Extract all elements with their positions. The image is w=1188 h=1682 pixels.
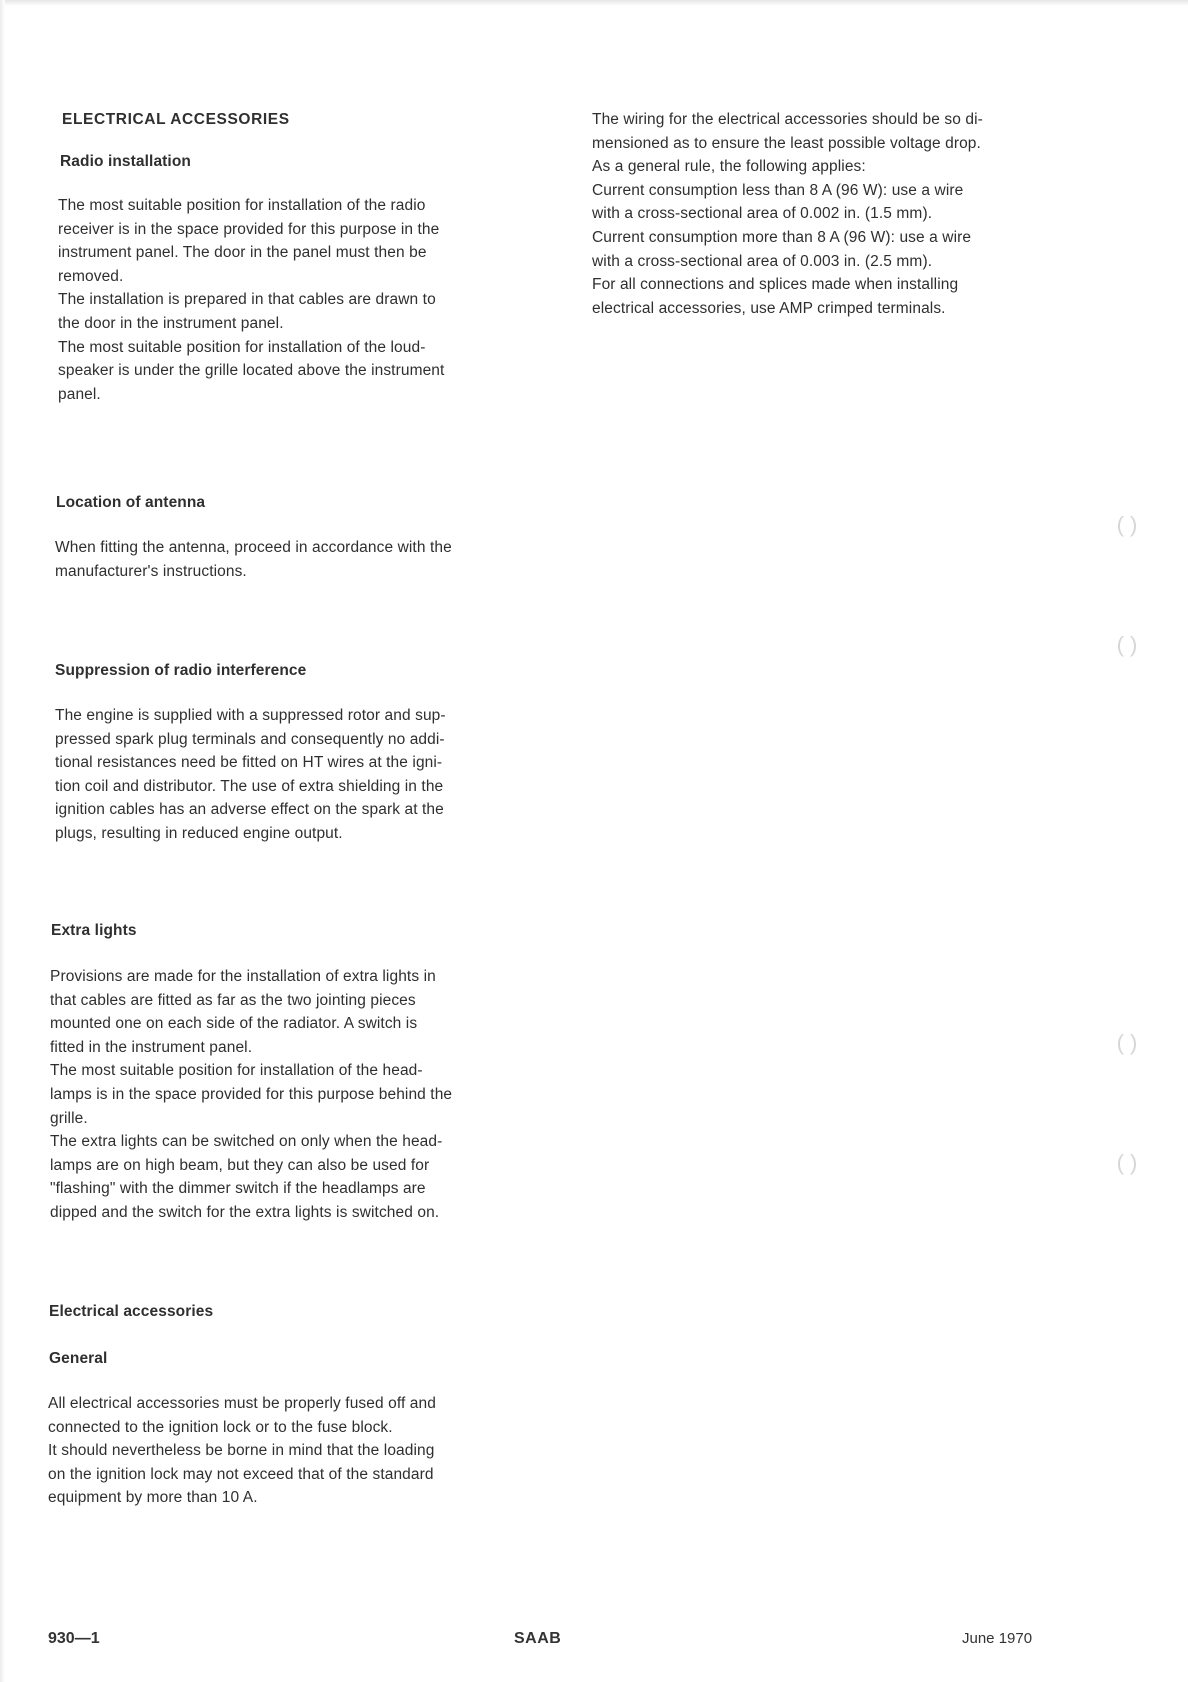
text-line: fitted in the instrument panel.	[50, 1038, 253, 1056]
heading-radio-installation: Radio installation	[60, 153, 191, 170]
text-line: tion coil and distributor. The use of extra shielding in the	[55, 777, 444, 795]
heading-extra-lights: Extra lights	[51, 922, 137, 939]
text-line: The installation is prepared in that cables are drawn to	[58, 291, 436, 309]
brand-name: SAAB	[514, 1630, 562, 1647]
main-heading: ELECTRICAL ACCESSORIES	[62, 111, 290, 128]
paragraph-location-of-antenna	[55, 536, 452, 583]
text-line: It should nevertheless be borne in mind that the loading	[48, 1442, 435, 1460]
binder-hole-mark: ( )	[1116, 632, 1138, 657]
heading-suppression-of-radio-interference: Suppression of radio interference	[55, 662, 307, 679]
text-line: mounted one on each side of the radiator. A switch is	[50, 1015, 418, 1033]
text-line: lamps are on high beam, but they can also be used for	[50, 1156, 430, 1174]
text-line: The most suitable position for installation of the loud-	[58, 338, 426, 356]
text-line: speaker is under the grille located above the instrument	[58, 362, 445, 380]
text-line: lamps is in the space provided for this purpose behind the	[50, 1085, 453, 1103]
heading-electrical-accessories: Electrical accessories	[49, 1303, 214, 1320]
binder-hole-mark: ( )	[1116, 1150, 1138, 1175]
text-line: on the ignition lock may not exceed that of the standard	[48, 1465, 434, 1483]
paragraph-extra-lights	[50, 965, 452, 1225]
text-line: plugs, resulting in reduced engine output.	[55, 824, 343, 842]
text-line: The wiring for the electrical accessories should be so di-	[592, 111, 983, 128]
text-line: electrical accessories, use AMP crimped terminals.	[592, 299, 946, 317]
binder-hole-mark: ( )	[1116, 1030, 1138, 1055]
text-line: The engine is supplied with a suppressed rotor and sup-	[55, 707, 446, 724]
page-left-edge	[0, 0, 5, 1682]
text-line: instrument panel. The door in the panel must then be	[58, 244, 427, 262]
text-line: As a general rule, the following applies:	[592, 158, 866, 176]
text-line: Current consumption more than 8 A (96 W): use a wire	[592, 228, 972, 246]
text-line: pressed spark plug terminals and consequently no addi-	[55, 730, 445, 748]
text-line: All electrical accessories must be properly fused off and	[48, 1395, 436, 1412]
text-line: receiver is in the space provided for this purpose in the	[58, 220, 440, 238]
text-line: connected to the ignition lock or to the fuse block.	[48, 1418, 393, 1436]
page-number: 930—1	[48, 1630, 100, 1647]
text-line: Provisions are made for the installation of extra lights in	[50, 968, 436, 985]
text-line: grille.	[50, 1109, 88, 1127]
paragraph-general	[48, 1392, 436, 1510]
text-line: with a cross-sectional area of 0.003 in. (2.5 mm).	[592, 252, 933, 270]
text-line: dipped and the switch for the extra lights is switched on.	[50, 1203, 440, 1221]
publication-date: June 1970	[962, 1630, 1033, 1647]
text-line: mensioned as to ensure the least possible voltage drop.	[592, 134, 981, 152]
text-line: equipment by more than 10 A.	[48, 1489, 258, 1507]
text-line: "flashing" with the dimmer switch if the headlamps are	[50, 1180, 426, 1198]
text-line: tional resistances need be fitted on HT wires at the igni-	[55, 754, 443, 772]
text-line: The most suitable position for installation of the radio	[58, 197, 426, 214]
page-top-edge	[0, 0, 1188, 6]
text-line: removed.	[58, 267, 124, 285]
text-line: panel.	[58, 385, 101, 403]
paragraph-suppression-of-radio-interference	[55, 704, 446, 846]
text-line: The extra lights can be switched on only when the head-	[50, 1133, 443, 1151]
text-line: that cables are fitted as far as the two jointing pieces	[50, 991, 416, 1009]
heading-location-of-antenna: Location of antenna	[56, 494, 206, 511]
paragraph-radio-installation	[58, 194, 444, 406]
text-line: with a cross-sectional area of 0.002 in. (1.5 mm).	[592, 205, 933, 223]
text-line: the door in the instrument panel.	[58, 314, 284, 332]
text-line: The most suitable position for installation of the head-	[50, 1062, 423, 1080]
text-line: For all connections and splices made when installing	[592, 276, 959, 294]
text-line: ignition cables has an adverse effect on the spark at the	[55, 801, 444, 819]
text-line: manufacturer's instructions.	[55, 562, 247, 580]
text-line: When fitting the antenna, proceed in accordance with the	[55, 539, 452, 556]
heading-general: General	[49, 1350, 108, 1367]
text-line: Current consumption less than 8 A (96 W): use a wire	[592, 181, 964, 199]
binder-hole-mark: ( )	[1116, 512, 1138, 537]
paragraph-wiring	[592, 108, 983, 320]
